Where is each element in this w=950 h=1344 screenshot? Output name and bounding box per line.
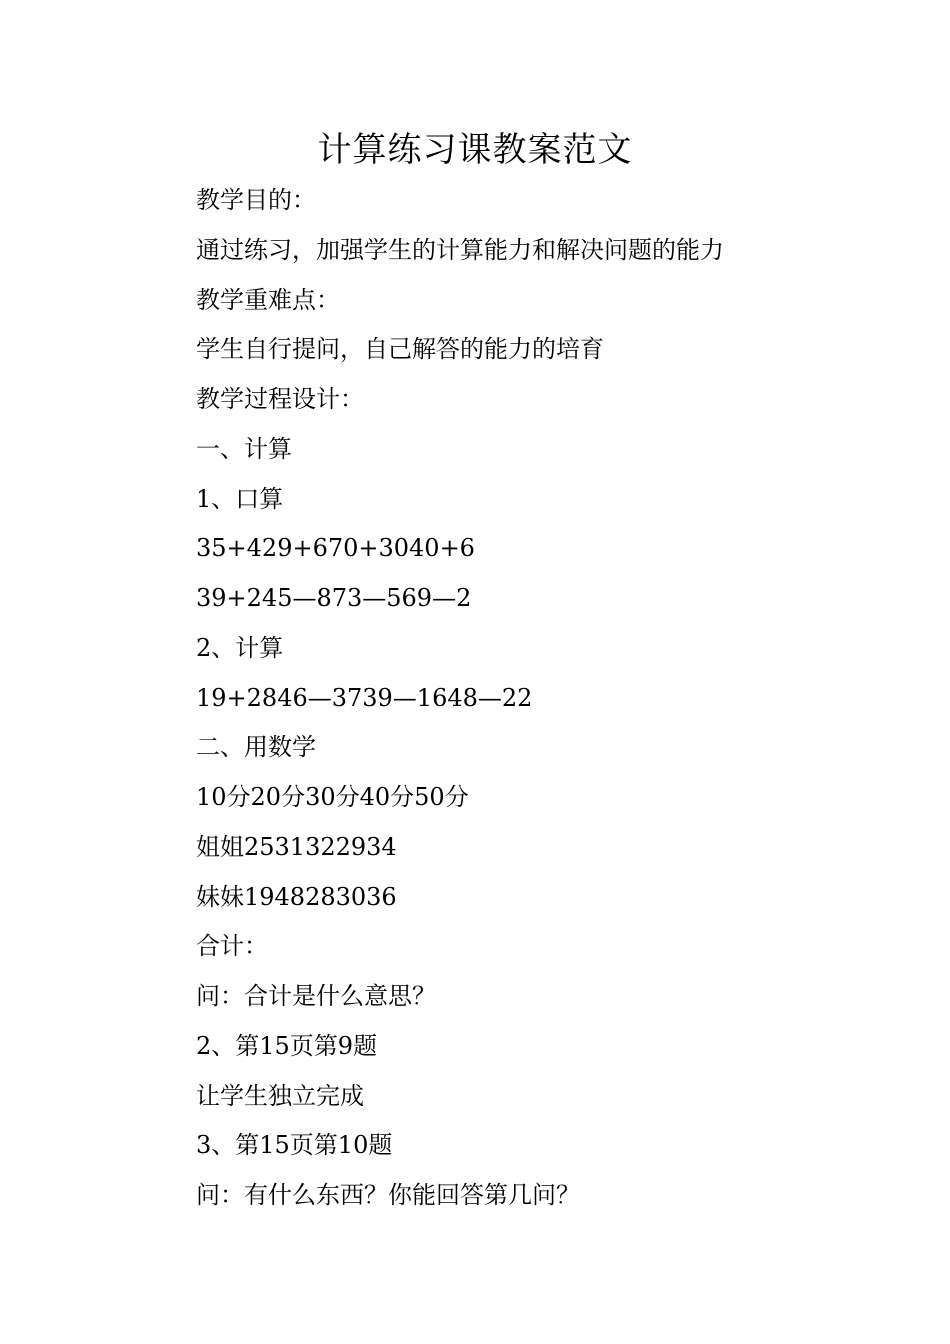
text-line-sister-younger: 妹妹1948283036	[196, 882, 397, 911]
text-line-sister-older: 姐姐2531322934	[196, 832, 397, 861]
text-line-expression-2: 39+245—873—569—2	[196, 584, 472, 612]
text-line-item-oral: 1、口算	[196, 484, 284, 513]
document-title: 计算练习课教案范文	[317, 130, 633, 170]
document-body	[196, 176, 876, 1221]
text-line-heading-process: 教学过程设计：	[196, 385, 364, 413]
text-line-total: 合计：	[196, 932, 268, 961]
text-line-section-1: 一、计算	[196, 434, 292, 463]
text-line-question-total: 问：合计是什么意思？	[196, 982, 436, 1010]
text-line-question-what: 问：有什么东西？你能回答第几问？	[196, 1181, 580, 1209]
text-line-heading-key-points: 教学重难点：	[196, 285, 340, 314]
text-line-item-page15-q9: 2、第15页第9题	[196, 1031, 378, 1060]
text-line-item-page15-q10: 3、第15页第10题	[196, 1131, 393, 1160]
text-line-item-calc: 2、计算	[196, 633, 284, 662]
text-line-section-2: 二、用数学	[196, 733, 316, 762]
text-line-expression-1: 35+429+670+3040+6	[196, 534, 475, 563]
text-line-independent: 让学生独立完成	[196, 1081, 364, 1110]
text-line-expression-3: 19+2846—3739—1648—22	[196, 683, 533, 712]
text-line-key-points: 学生自行提问，自己解答的能力的培育	[196, 335, 604, 364]
text-line-objective: 通过练习，加强学生的计算能力和解决问题的能力	[196, 235, 724, 264]
text-line-heading-objective: 教学目的：	[196, 186, 316, 214]
text-line-score-header: 10分20分30分40分50分	[196, 783, 469, 811]
